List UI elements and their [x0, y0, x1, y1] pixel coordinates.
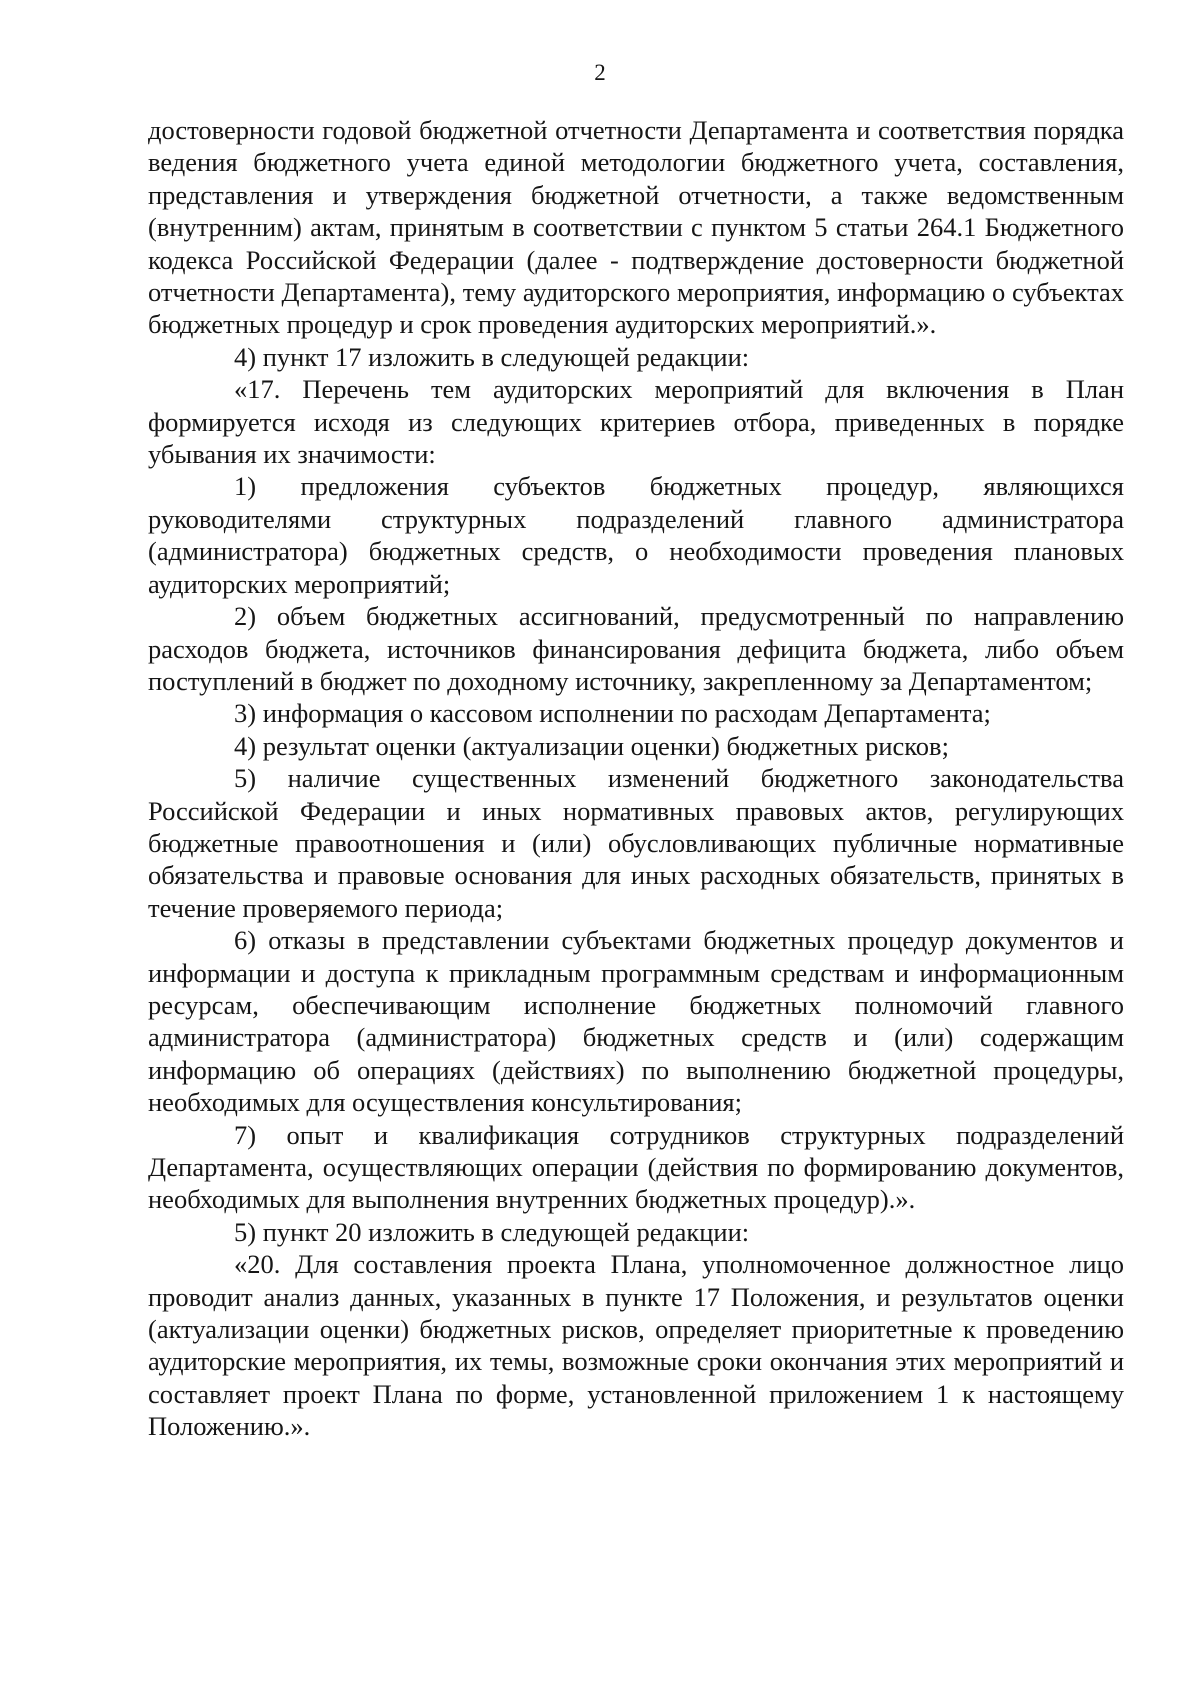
paragraph-point-20: «20. Для составления проекта Плана, уполномоченное должностное лицо проводит анализ данных, указанных в пункте 17 Положения, и результатов оценки (актуализации оценки) бюджетных рисков, определяет приоритетные к проведению аудиторские мероприятия, их темы, возможные сроки окончания этих мероприятий и составляет проект Плана по форме, установленной приложением 1 к настоящему Положению.». [148, 1249, 1124, 1442]
paragraph-item-5: 5) пункт 20 изложить в следующей редакции: [234, 1216, 750, 1247]
paragraph-criterion-6: 6) отказы в представлении субъектами бюджетных процедур документов и информации и доступа к прикладным программным средствам и информационным ресурсам, обеспечивающим исполнение бюджетных полномочий главного администратора (администратора) бюджетных средств и (или) содержащим информацию об операциях (действиях) по выполнению бюджетной процедуры, необходимых для осуществления консультирования; [148, 925, 1124, 1118]
paragraph-criterion-4: 4) результат оценки (актуализации оценки) бюджетных рисков; [234, 730, 949, 761]
document-body [148, 114, 1124, 1443]
page-number: 2 [594, 60, 606, 85]
paragraph-criterion-3: 3) информация о кассовом исполнении по расходам Департамента; [234, 698, 991, 729]
paragraph-criterion-1: 1) предложения субъектов бюджетных процедур, являющихся руководителями структурных подразделений главного администратора (администратора) бюджетных средств, о необходимости проведения плановых аудиторских мероприятий; [148, 471, 1124, 599]
paragraph-item-4: 4) пункт 17 изложить в следующей редакции: [234, 341, 750, 372]
paragraph-criterion-2: 2) объем бюджетных ассигнований, предусмотренный по направлению расходов бюджета, источников финансирования дефицита бюджета, либо объем поступлений в бюджет по доходному источнику, закрепленному за Департаментом; [148, 601, 1124, 696]
paragraph-continuation: достоверности годовой бюджетной отчетности Департамента и соответствия порядка ведения бюджетного учета единой методологии бюджетного учета, составления, представления и утверждения бюджетной отчетности, а также ведомственным (внутренним) актам, принятым в соответствии с пунктом 5 статьи 264.1 Бюджетного кодекса Российской Федерации (далее - подтверждение достоверности бюджетной отчетности Департамента), тему аудиторского мероприятия, информацию о субъектах бюджетных процедур и срок проведения аудиторских мероприятий.». [148, 115, 1124, 340]
paragraph-criterion-7: 7) опыт и квалификация сотрудников структурных подразделений Департамента, осуществляющих операции (действия по формированию документов, необходимых для выполнения внутренних бюджетных процедур).». [148, 1119, 1124, 1215]
paragraph-criterion-5: 5) наличие существенных изменений бюджетного законодательства Российской Федерации и иных нормативных правовых актов, регулирующих бюджетные правоотношения и (или) обусловливающих публичные нормативные обязательства и правовые основания для иных расходных обязательств, принятых в течение проверяемого периода; [148, 763, 1124, 923]
paragraph-point-17: «17. Перечень тем аудиторских мероприятий для включения в План формируется исходя из следующих критериев отбора, приведенных в порядке убывания их значимости: [148, 374, 1124, 470]
